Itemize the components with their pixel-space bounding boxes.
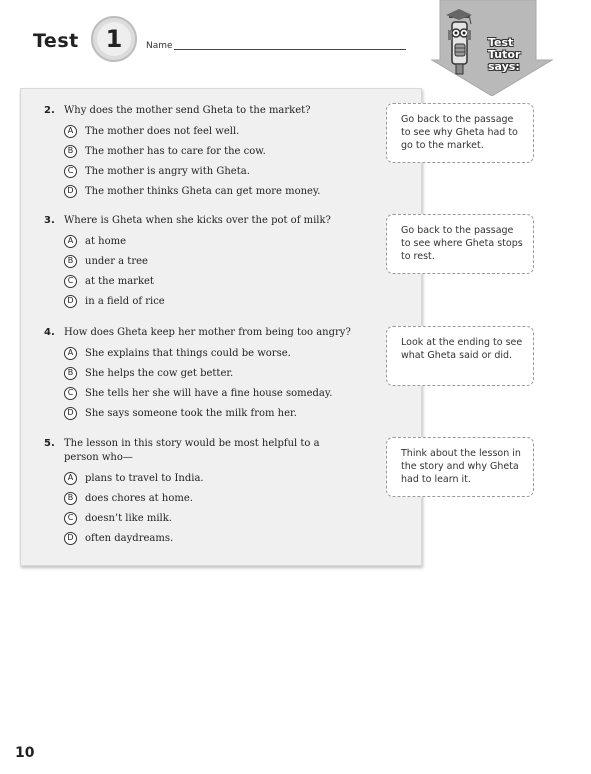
test-number-badge xyxy=(91,16,137,62)
answer-option[interactable] xyxy=(64,471,374,485)
option-text: plans to travel to India. xyxy=(85,472,204,484)
tutor-tip-question-4: Look at the ending to see what Gheta said or did. xyxy=(386,326,534,386)
question-text: Why does the mother send Gheta to the market? xyxy=(64,105,311,116)
test-number: 1 xyxy=(97,22,131,56)
option-letter[interactable]: A xyxy=(64,235,77,248)
option-letter[interactable]: C xyxy=(64,165,77,178)
tutor-line-2: Tutor xyxy=(488,48,521,61)
question-number: 5. xyxy=(44,438,55,449)
option-letter[interactable]: B xyxy=(64,145,77,158)
question-text: How does Gheta keep her mother from being too angry? xyxy=(64,327,351,338)
option-text: in a field of rice xyxy=(85,295,165,307)
option-letter[interactable]: A xyxy=(64,472,77,485)
question-number: 3. xyxy=(44,215,55,226)
answer-option[interactable] xyxy=(64,366,374,380)
tutor-line-1: Test xyxy=(488,36,514,49)
option-letter[interactable]: C xyxy=(64,512,77,525)
option-text: She says someone took the milk from her. xyxy=(85,407,297,419)
option-letter[interactable]: A xyxy=(64,347,77,360)
tutor-tip-question-2: Go back to the passage to see why Gheta had to go to the market. xyxy=(386,103,534,163)
option-text: doesn’t like milk. xyxy=(85,512,172,524)
name-field-line[interactable] xyxy=(174,49,406,50)
question-text: Where is Gheta when she kicks over the pot of milk? xyxy=(64,215,331,226)
question-2 xyxy=(44,104,374,198)
option-text: The mother thinks Gheta can get more money. xyxy=(85,185,321,197)
tutor-line-3: says: xyxy=(488,60,520,73)
name-label: Name xyxy=(146,41,173,51)
page-number: 10 xyxy=(15,745,35,761)
answer-option[interactable] xyxy=(64,184,374,198)
question-5 xyxy=(44,437,374,545)
option-letter[interactable]: C xyxy=(64,275,77,288)
answer-option[interactable] xyxy=(64,164,374,178)
option-letter[interactable]: B xyxy=(64,492,77,505)
answer-option[interactable] xyxy=(64,491,374,505)
option-text: does chores at home. xyxy=(85,492,193,504)
option-letter[interactable]: B xyxy=(64,367,77,380)
question-4 xyxy=(44,326,374,420)
test-tutor-says-label xyxy=(488,37,536,73)
option-letter[interactable]: D xyxy=(64,295,77,308)
option-text: She helps the cow get better. xyxy=(85,367,234,379)
tutor-tip-question-5: Think about the lesson in the story and why Gheta had to learn it. xyxy=(386,437,534,497)
option-text: The mother is angry with Gheta. xyxy=(85,165,250,177)
answer-option[interactable] xyxy=(64,531,374,545)
option-text: under a tree xyxy=(85,255,148,267)
option-text: often daydreams. xyxy=(85,532,174,544)
option-letter[interactable]: C xyxy=(64,387,77,400)
option-text: The mother has to care for the cow. xyxy=(85,145,266,157)
answer-option[interactable] xyxy=(64,294,374,308)
option-letter[interactable]: D xyxy=(64,185,77,198)
answer-option[interactable] xyxy=(64,234,374,248)
question-number: 2. xyxy=(44,105,55,116)
option-text: She tells her she will have a fine house someday. xyxy=(85,387,333,399)
option-text: The mother does not feel well. xyxy=(85,125,240,137)
tutor-tip-question-3: Go back to the passage to see where Gheta stops to rest. xyxy=(386,214,534,274)
option-letter[interactable]: D xyxy=(64,407,77,420)
answer-option[interactable] xyxy=(64,124,374,138)
question-3 xyxy=(44,214,374,308)
option-letter[interactable]: D xyxy=(64,532,77,545)
option-text: at the market xyxy=(85,275,154,287)
answer-option[interactable] xyxy=(64,144,374,158)
test-title: Test xyxy=(33,30,79,52)
question-text: The lesson in this story would be most helpful to a person who— xyxy=(64,438,320,463)
answer-option[interactable] xyxy=(64,406,374,420)
option-text: at home xyxy=(85,235,127,247)
answer-option[interactable] xyxy=(64,386,374,400)
answer-option[interactable] xyxy=(64,511,374,525)
option-text: She explains that things could be worse. xyxy=(85,347,291,359)
question-number: 4. xyxy=(44,327,55,338)
answer-option[interactable] xyxy=(64,274,374,288)
option-letter[interactable]: B xyxy=(64,255,77,268)
answer-option[interactable] xyxy=(64,254,374,268)
answer-option[interactable] xyxy=(64,346,374,360)
option-letter[interactable]: A xyxy=(64,125,77,138)
